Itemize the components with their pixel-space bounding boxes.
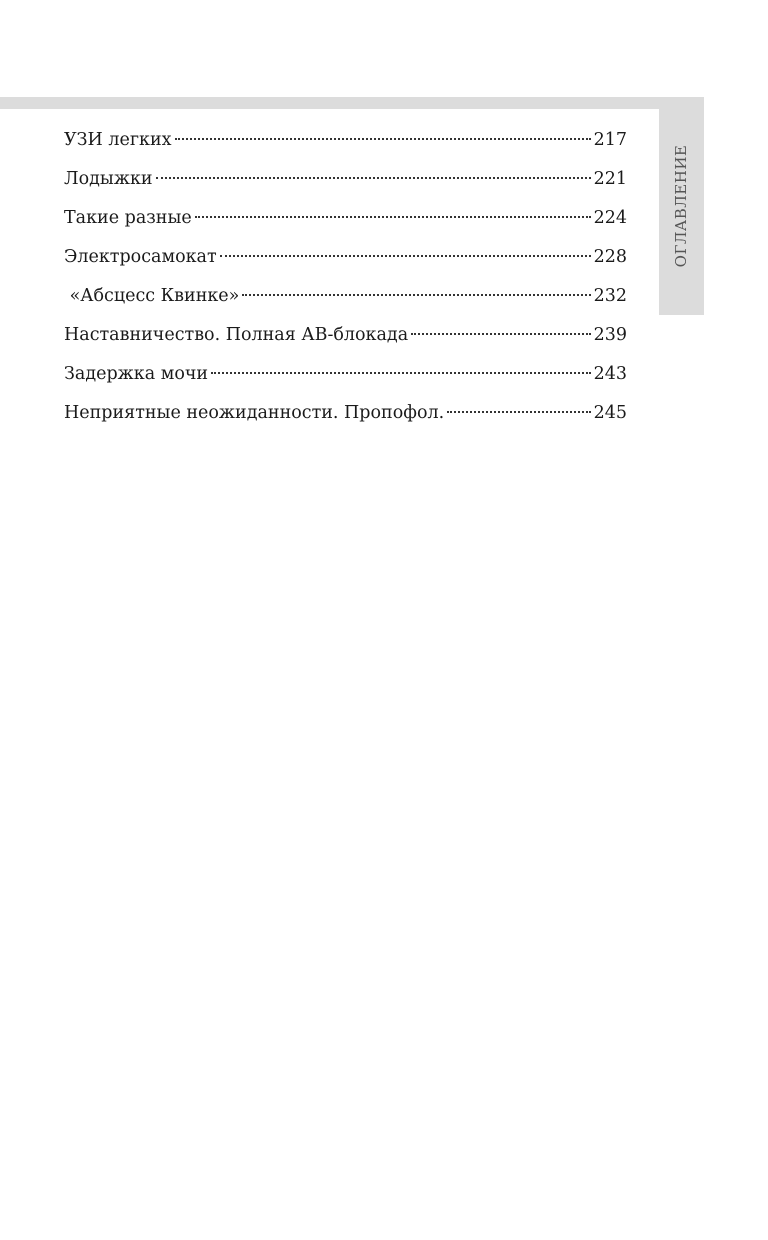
toc-entry-page: 239 [593, 325, 627, 345]
toc-entry-title: Лодыжки [64, 169, 153, 189]
toc-dot-leader [242, 294, 590, 296]
toc-entry-title: «Абсцесс Квинке» [64, 286, 240, 306]
toc-dot-leader [411, 333, 590, 335]
toc-entry [64, 165, 627, 204]
toc-entry-page: 221 [593, 169, 627, 189]
toc-entry-title: Электросамокат [64, 247, 217, 267]
toc-entry-page: 224 [593, 208, 627, 228]
toc-entry-page: 243 [593, 364, 627, 384]
toc-dot-leader [211, 372, 591, 374]
toc-entry-title: УЗИ легких [64, 130, 172, 150]
toc-entry-title: Задержка мочи [64, 364, 209, 384]
toc-entry [64, 126, 627, 165]
toc-dot-leader [175, 138, 591, 140]
top-header-band [0, 97, 704, 109]
toc-dot-leader [220, 255, 591, 257]
toc-dot-leader [156, 177, 591, 179]
toc-entry [64, 243, 627, 282]
toc-entry [64, 282, 627, 321]
toc-entry-title: Неприятные неожиданности. Пропофол. [64, 403, 445, 423]
toc-entry-page: 245 [593, 403, 627, 423]
toc-entry-title: Такие разные [64, 208, 192, 228]
toc-dot-leader [195, 216, 591, 218]
toc-entry [64, 399, 627, 438]
table-of-contents [64, 126, 627, 438]
toc-entry-page: 228 [593, 247, 627, 267]
toc-entry-page: 217 [593, 130, 627, 150]
toc-entry-title: Наставничество. Полная АВ-блокада [64, 325, 409, 345]
toc-dot-leader [447, 411, 590, 413]
toc-entry [64, 321, 627, 360]
section-side-tab-label: ОГЛАВЛЕНИЕ [672, 144, 690, 268]
toc-entry [64, 204, 627, 243]
toc-entry-page: 232 [593, 286, 627, 306]
toc-entry [64, 360, 627, 399]
section-side-tab [659, 97, 704, 315]
